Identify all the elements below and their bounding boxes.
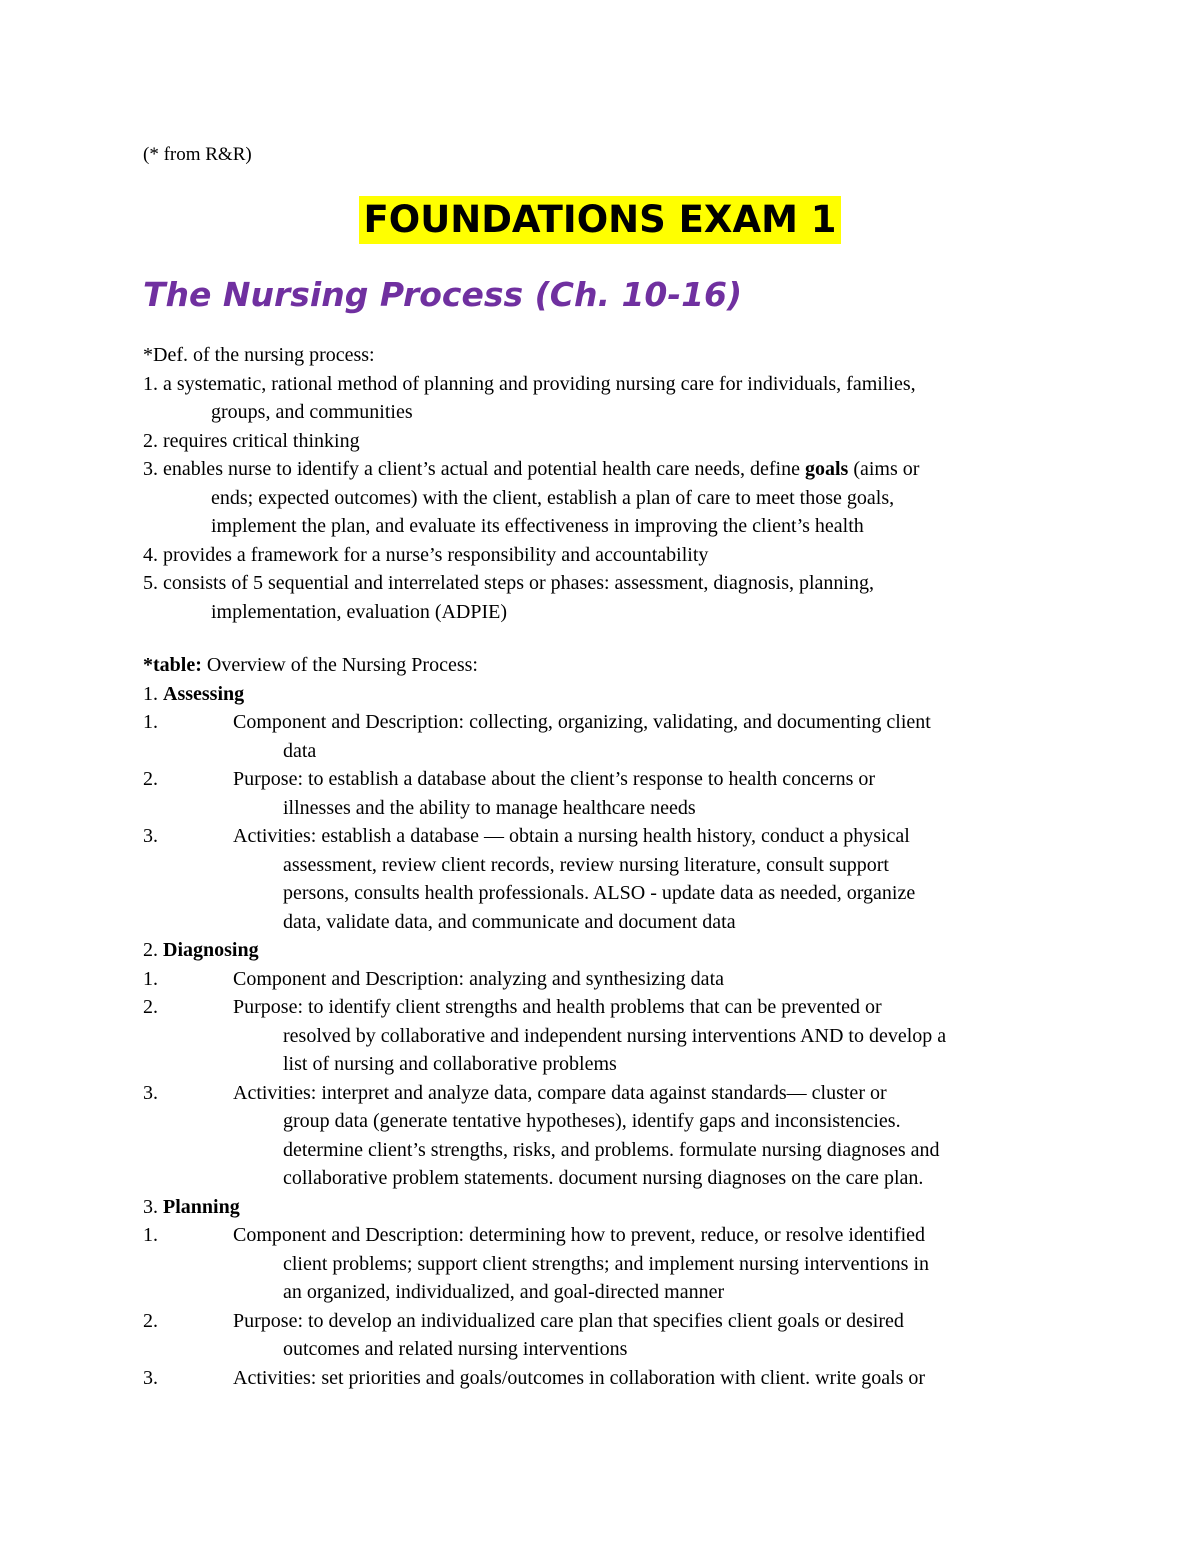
definition-text: provides a framework for a nurse’s responsibility and accountability bbox=[163, 543, 709, 566]
phase-name: Diagnosing bbox=[163, 939, 259, 961]
definition-line bbox=[143, 427, 1073, 456]
item-text: Activities: set priorities and goals/outcomes in collaboration with client. write goals or bbox=[233, 1366, 926, 1389]
phase-item-line bbox=[143, 965, 1073, 994]
item-number: 1. bbox=[143, 711, 158, 733]
definition-block bbox=[143, 341, 1073, 626]
section-subtitle: The Nursing Process (Ch. 10-16) bbox=[143, 275, 743, 314]
table-heading-text: Overview of the Nursing Process: bbox=[201, 654, 478, 676]
phase-item-line bbox=[143, 794, 1073, 823]
item-number: 3. bbox=[143, 825, 158, 847]
phase-item-line bbox=[143, 1278, 1073, 1307]
item-text: Purpose: to develop an individualized care plan that specifies client goals or desired bbox=[233, 1309, 904, 1332]
phase-item-line bbox=[143, 1250, 1073, 1279]
phase-item-line bbox=[143, 908, 1073, 937]
definition-text: enables nurse to identify a client’s actual and potential health care needs, define bbox=[163, 458, 805, 480]
phase-item-line bbox=[143, 1364, 1073, 1393]
definition-text: consists of 5 sequential and interrelated steps or phases: assessment, diagnosis, planning, bbox=[163, 572, 874, 594]
phase-item-line bbox=[143, 1050, 1073, 1079]
phase-item-line bbox=[143, 765, 1073, 794]
phase-item-line bbox=[143, 1307, 1073, 1336]
phase-heading bbox=[143, 936, 1073, 965]
item-text: Component and Description: analyzing and synthesizing data bbox=[233, 967, 724, 990]
definition-number: 4. bbox=[143, 543, 158, 566]
phase-item-line bbox=[143, 1221, 1073, 1250]
page-title: FOUNDATIONS EXAM 1 bbox=[359, 196, 840, 244]
item-text: determine client’s strengths, risks, and problems. formulate nursing diagnoses and bbox=[283, 1138, 940, 1161]
item-number: 1. bbox=[143, 967, 158, 990]
phase-item-line bbox=[143, 822, 1073, 851]
item-text: Component and Description: determining how to prevent, reduce, or resolve identified bbox=[233, 1224, 926, 1246]
definition-text: implementation, evaluation (ADPIE) bbox=[211, 600, 508, 623]
phase-heading bbox=[143, 1193, 1073, 1222]
phase-number: 3. bbox=[143, 1195, 158, 1218]
phase-heading bbox=[143, 680, 1073, 709]
phase-item-line bbox=[143, 1164, 1073, 1193]
source-note: (* from R&R) bbox=[143, 144, 252, 165]
definition-number: 1. bbox=[143, 372, 158, 395]
phase-item-line bbox=[143, 737, 1073, 766]
item-text: illnesses and the ability to manage healthcare needs bbox=[283, 796, 696, 819]
item-text: Activities: establish a database — obtain a nursing health history, conduct a physical bbox=[233, 825, 910, 847]
phase-item-line bbox=[143, 708, 1073, 737]
title-container bbox=[0, 196, 1200, 244]
definition-text: ends; expected outcomes) with the client, establish a plan of care to meet those goals, bbox=[211, 486, 895, 509]
definition-text: (aims or bbox=[848, 458, 920, 480]
item-text: group data (generate tentative hypotheses), identify gaps and inconsistencies. bbox=[283, 1110, 901, 1132]
item-number: 1. bbox=[143, 1224, 158, 1246]
definition-line bbox=[143, 541, 1073, 570]
item-text: persons, consults health professionals. ALSO - update data as needed, organize bbox=[283, 882, 916, 904]
definition-number: 3. bbox=[143, 458, 158, 480]
definition-line bbox=[143, 512, 1073, 541]
definition-text: groups, and communities bbox=[211, 401, 413, 423]
item-text: an organized, individualized, and goal-directed manner bbox=[283, 1281, 725, 1303]
phase-item-line bbox=[143, 1022, 1073, 1051]
item-number: 2. bbox=[143, 1309, 158, 1332]
item-number: 3. bbox=[143, 1081, 158, 1104]
table-heading bbox=[143, 651, 1073, 680]
definition-text: requires critical thinking bbox=[163, 429, 360, 452]
definition-text: implement the plan, and evaluate its effectiveness in improving the client’s health bbox=[211, 515, 864, 537]
item-number: 2. bbox=[143, 768, 158, 790]
item-text: Purpose: to establish a database about the client’s response to health concerns or bbox=[233, 768, 876, 790]
definition-line bbox=[143, 455, 1073, 484]
item-text: Component and Description: collecting, organizing, validating, and documenting client bbox=[233, 711, 931, 733]
item-text: outcomes and related nursing interventions bbox=[283, 1338, 628, 1360]
item-number: 3. bbox=[143, 1366, 158, 1389]
definition-line bbox=[143, 569, 1073, 598]
phase-item-line bbox=[143, 993, 1073, 1022]
definition-line bbox=[143, 370, 1073, 399]
item-text: collaborative problem statements. document nursing diagnoses on the care plan. bbox=[283, 1167, 924, 1189]
phase-number: 2. bbox=[143, 939, 158, 961]
phase-item-line bbox=[143, 851, 1073, 880]
definition-text: a systematic, rational method of planning and providing nursing care for individuals, families, bbox=[163, 372, 916, 395]
phase-item-line bbox=[143, 879, 1073, 908]
definition-line bbox=[143, 398, 1073, 427]
phase-item-line bbox=[143, 1079, 1073, 1108]
definition-number: 5. bbox=[143, 572, 158, 594]
phase-item-line bbox=[143, 1107, 1073, 1136]
item-text: assessment, review client records, review nursing literature, consult support bbox=[283, 853, 889, 876]
item-text: list of nursing and collaborative problems bbox=[283, 1053, 617, 1075]
definition-line bbox=[143, 484, 1073, 513]
item-text: data bbox=[283, 739, 317, 762]
item-text: Purpose: to identify client strengths and health problems that can be prevented or bbox=[233, 996, 882, 1018]
phase-name: Planning bbox=[163, 1195, 240, 1218]
table-heading-label: *table: bbox=[143, 654, 202, 676]
phase-item-line bbox=[143, 1335, 1073, 1364]
phase-name: Assessing bbox=[163, 682, 245, 705]
phase-number: 1. bbox=[143, 682, 158, 705]
definition-bold-term: goals bbox=[804, 458, 849, 480]
item-text: client problems; support client strengths; and implement nursing interventions in bbox=[283, 1252, 930, 1275]
definition-line bbox=[143, 598, 1073, 627]
item-text: Activities: interpret and analyze data, compare data against standards— cluster or bbox=[233, 1081, 887, 1104]
overview-table bbox=[143, 651, 1073, 1392]
item-number: 2. bbox=[143, 996, 158, 1018]
phase-item-line bbox=[143, 1136, 1073, 1165]
definition-heading: *Def. of the nursing process: bbox=[143, 344, 375, 366]
definition-number: 2. bbox=[143, 429, 158, 452]
item-text: resolved by collaborative and independent nursing interventions AND to develop a bbox=[283, 1024, 947, 1047]
item-text: data, validate data, and communicate and document data bbox=[283, 910, 736, 933]
